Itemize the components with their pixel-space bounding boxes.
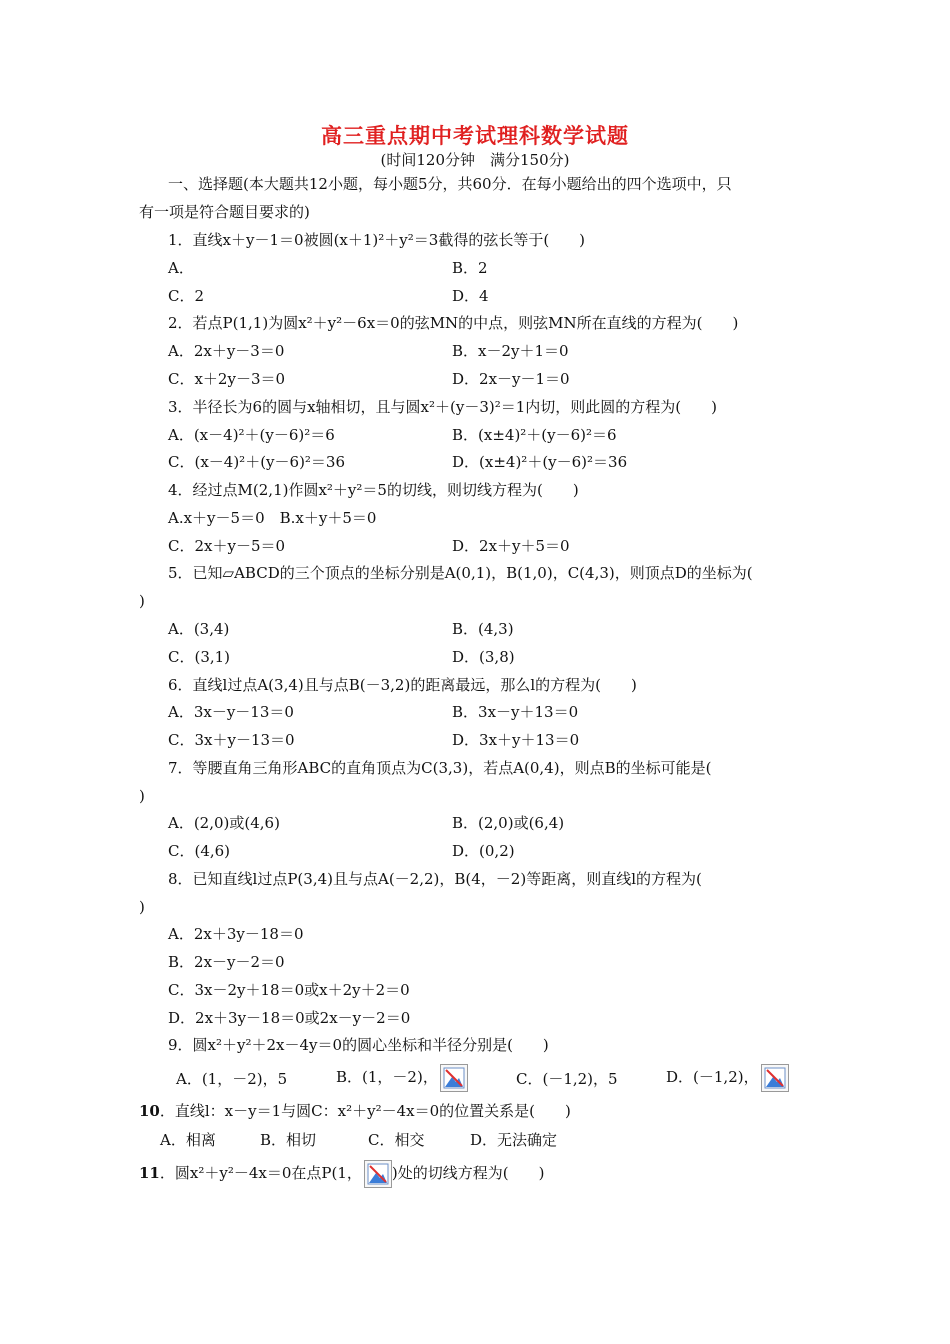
q8-option-c: C．3x－2y＋18＝0或x＋2y＋2＝0 — [168, 981, 410, 999]
q8-option-d: D．2x＋3y－18＝0或2x－y－2＝0 — [168, 1009, 411, 1027]
q8-stem: 8．已知直线l过点P(3,4)且与点A(－2,2)，B(4，－2)等距离，则直线l的方程为( — [168, 870, 702, 888]
q5-stem-cont: ) — [139, 592, 145, 610]
q10-option-b: B．相切 — [260, 1131, 317, 1149]
q9-option-d-text: D．(－1,2)， — [666, 1068, 759, 1086]
q9-option-d — [666, 1064, 789, 1092]
q9-option-a: A．(1，－2)，5 — [176, 1070, 288, 1088]
q3-stem: 3．半径长为6的圆与x轴相切，且与圆x²＋(y－3)²＝1内切，则此圆的方程为( ) — [168, 398, 718, 416]
q11-stem — [139, 1160, 544, 1188]
q1-option-a: A． — [168, 259, 194, 277]
q8-stem-cont: ) — [139, 898, 145, 916]
q10-option-c: C．相交 — [368, 1131, 425, 1149]
q6-stem: 6．直线l过点A(3,4)且与点B(－3,2)的距离最远，那么l的方程为( ) — [168, 676, 637, 694]
q4-stem: 4．经过点M(2,1)作圆x²＋y²＝5的切线，则切线方程为( ) — [168, 481, 579, 499]
page-title: 高三重点期中考试理科数学试题 — [321, 123, 629, 148]
q4-option-d: D．2x＋y＋5＝0 — [452, 537, 570, 555]
q7-stem: 7．等腰直角三角形ABC的直角顶点为C(3,3)，若点A(0,4)，则点B的坐标可能是( — [168, 759, 712, 777]
q5-stem: 5．已知▱ABCD的三个顶点的坐标分别是A(0,1)，B(1,0)，C(4,3)，则顶点D的坐标为( — [168, 564, 753, 582]
q10-option-d: D．无法确定 — [470, 1131, 558, 1149]
q2-option-b: B．x－2y＋1＝0 — [452, 342, 569, 360]
q8-option-a: A．2x＋3y－18＝0 — [168, 925, 304, 943]
q1-option-d: D．4 — [452, 287, 489, 305]
q10-number: 10 — [139, 1102, 160, 1120]
q5-option-a: A．(3,4) — [168, 620, 230, 638]
q7-stem-cont: ) — [139, 787, 145, 805]
q2-stem: 2．若点P(1,1)为圆x²＋y²－6x＝0的弦MN的中点，则弦MN所在直线的方程为( ) — [168, 314, 739, 332]
q5-option-b: B．(4,3) — [452, 620, 514, 638]
q3-option-b: B．(x±4)²＋(y－6)²＝6 — [452, 426, 617, 444]
q3-option-a: A．(x－4)²＋(y－6)²＝6 — [168, 426, 335, 444]
q1-option-c: C．2 — [168, 287, 205, 305]
q9-option-b — [336, 1064, 468, 1092]
q9-option-b-text: B．(1，－2)， — [336, 1068, 438, 1086]
q9-option-c: C．(－1,2)，5 — [516, 1070, 618, 1088]
q2-option-a: A．2x＋y－3＝0 — [168, 342, 285, 360]
q6-option-c: C．3x＋y－13＝0 — [168, 731, 295, 749]
q3-option-d: D．(x±4)²＋(y－6)²＝36 — [452, 453, 628, 471]
q11-stem-text: ．圆x²＋y²－4x＝0在点P(1， — [159, 1164, 362, 1182]
q7-option-a: A．(2,0)或(4,6) — [168, 814, 280, 832]
q4-option-c: C．2x＋y－5＝0 — [168, 537, 286, 555]
q3-option-c: C．(x－4)²＋(y－6)²＝36 — [168, 453, 346, 471]
q5-option-c: C．(3,1) — [168, 648, 231, 666]
q2-option-d: D．2x－y－1＝0 — [452, 370, 570, 388]
broken-image-icon — [761, 1064, 789, 1092]
q7-option-b: B．(2,0)或(6,4) — [452, 814, 565, 832]
exam-time-info: (时间120分钟 满分150分) — [380, 151, 570, 169]
section-intro: 一、选择题(本大题共12小题，每小题5分，共60分．在每小题给出的四个选项中，只 — [168, 175, 732, 193]
broken-image-icon — [364, 1160, 392, 1188]
q9-stem: 9．圆x²＋y²＋2x－4y＝0的圆心坐标和半径分别是( ) — [168, 1036, 549, 1054]
q11-stem-end: )处的切线方程为( ) — [391, 1164, 545, 1182]
q2-option-c: C．x＋2y－3＝0 — [168, 370, 286, 388]
section-intro-cont: 有一项是符合题目要求的) — [139, 203, 310, 221]
q5-option-d: D．(3,8) — [452, 648, 515, 666]
q11-number: 11 — [139, 1164, 160, 1182]
q8-option-b: B．2x－y－2＝0 — [168, 953, 285, 971]
q4-option-ab: A.x＋y－5＝0 B.x＋y＋5＝0 — [168, 509, 377, 527]
q1-stem: 1．直线x＋y－1＝0被圆(x＋1)²＋y²＝3截得的弦长等于( ) — [168, 231, 586, 249]
broken-image-icon — [440, 1064, 468, 1092]
q1-option-b: B．2 — [452, 259, 488, 277]
q10-stem-text: ．直线l：x－y＝1与圆C：x²＋y²－4x＝0的位置关系是( ) — [159, 1102, 571, 1120]
q6-option-b: B．3x－y＋13＝0 — [452, 703, 579, 721]
q6-option-d: D．3x＋y＋13＝0 — [452, 731, 580, 749]
q7-option-c: C．(4,6) — [168, 842, 231, 860]
q7-option-d: D．(0,2) — [452, 842, 515, 860]
q10-option-a: A．相离 — [160, 1131, 216, 1149]
q6-option-a: A．3x－y－13＝0 — [168, 703, 294, 721]
q10-stem — [139, 1101, 571, 1121]
